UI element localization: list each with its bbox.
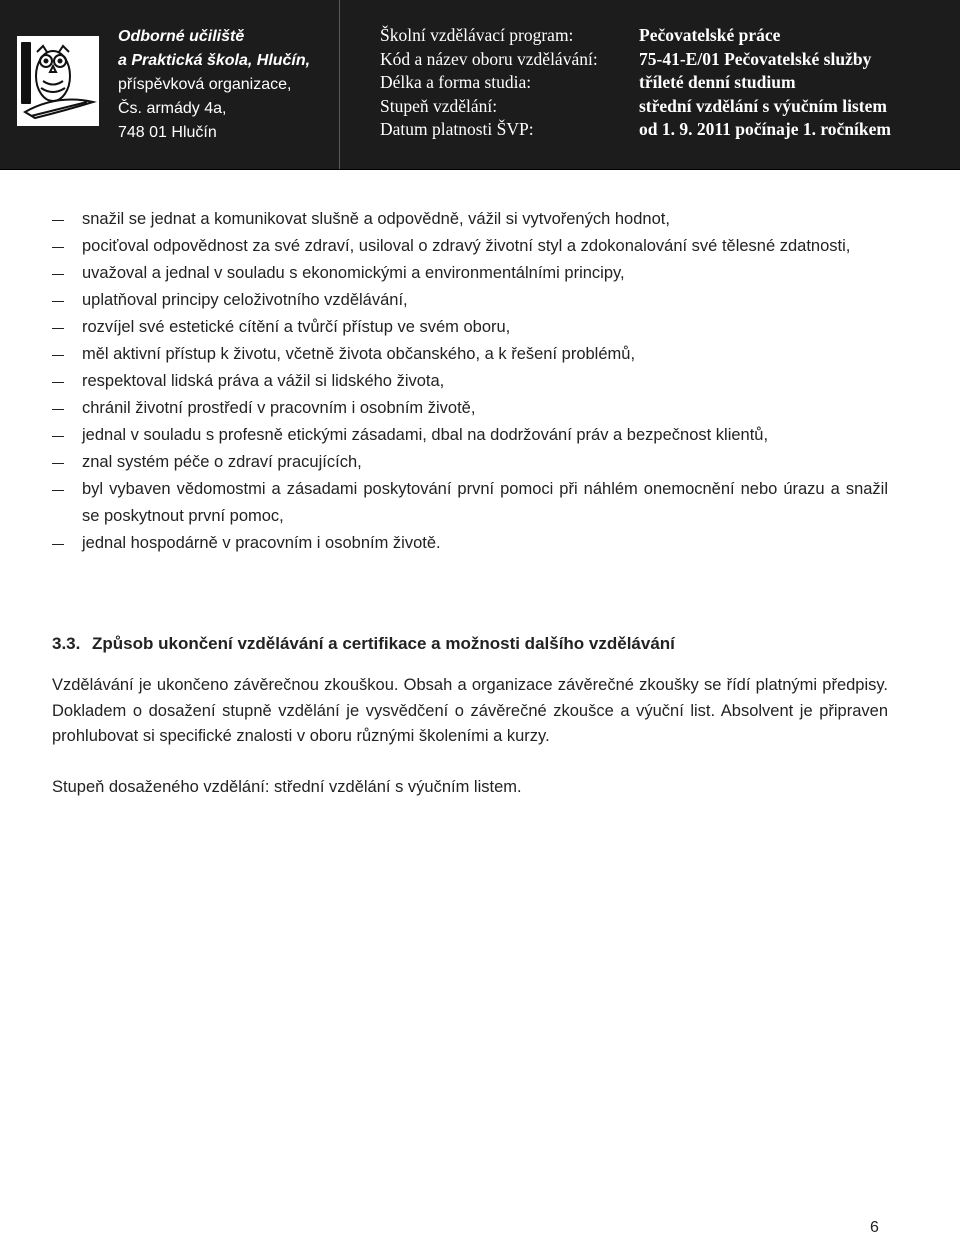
- list-item: [52, 368, 888, 395]
- validity-date-value: od 1. 9. 2011 počínaje 1. ročníkem: [639, 119, 891, 139]
- program-value: Pečovatelské práce: [639, 25, 781, 45]
- list-item-text: jednal hospodárně v pracovním i osobním životě.: [82, 534, 441, 552]
- list-item-text: pociťoval odpovědnost za své zdraví, usiloval o zdravý životní styl a zdokonalování své tělesné zdatnosti,: [82, 237, 851, 255]
- document-header: [0, 0, 960, 170]
- dash-bullet-icon: [52, 409, 64, 410]
- list-item: [52, 260, 888, 287]
- list-item-text: byl vybaven vědomostmi a zásadami poskytování první pomoci při náhlém onemocnění nebo úrazu a snažil se poskytnout první pomoc,: [82, 480, 888, 525]
- owl-icon: [17, 36, 99, 126]
- program-label: Školní vzdělávací program:: [380, 25, 574, 45]
- dash-bullet-icon: [52, 328, 64, 329]
- list-item-text: měl aktivní přístup k životu, včetně života občanského, a k řešení problémů,: [82, 345, 636, 363]
- list-item-text: rozvíjel své estetické cítění a tvůrčí přístup ve svém oboru,: [82, 318, 511, 336]
- list-item-text: snažil se jednat a komunikovat slušně a odpovědně, vážil si vytvořených hodnot,: [82, 210, 670, 228]
- field-code-label: Kód a název oboru vzdělávání:: [380, 48, 598, 69]
- list-item: [52, 341, 888, 368]
- list-item-text: jednal v souladu s profesně etickými zásadami, dbal na dodržování práv a bezpečnost klientů,: [82, 426, 769, 444]
- list-item: [52, 530, 888, 557]
- dash-bullet-icon: [52, 274, 64, 275]
- school-address: [118, 25, 333, 145]
- competence-list: [52, 206, 888, 557]
- school-name-line-1: Odborné učiliště: [118, 28, 245, 45]
- section-title-text: Způsob ukončení vzdělávání a certifikace a možnosti dalšího vzdělávání: [92, 634, 675, 653]
- dash-bullet-icon: [52, 301, 64, 302]
- list-item: [52, 395, 888, 422]
- validity-date-label: Datum platnosti ŠVP:: [380, 119, 534, 139]
- school-street-line: Čs. armády 4a,: [118, 100, 227, 117]
- dash-bullet-icon: [52, 382, 64, 383]
- list-item-text: respektoval lidská práva a vážil si lidského života,: [82, 372, 445, 390]
- school-type-line: příspěvková organizace,: [118, 76, 292, 93]
- list-item-text: chránil životní prostředí v pracovním i osobním životě,: [82, 399, 476, 417]
- dash-bullet-icon: [52, 355, 64, 356]
- list-item: [52, 476, 888, 530]
- list-item: [52, 449, 888, 476]
- section-paragraph: Vzdělávání je ukončeno závěrečnou zkouškou. Obsah a organizace závěrečné zkoušky se řídí platnými předpisy. Dokladem o dosažení stupně vzdělání je vysvědčení o závěrečné zkoušce a výuční list. Absolvent je připraven prohlubovat si specifické znalosti v oboru různými školeními a kurzy.: [52, 676, 888, 745]
- study-length-value: tříleté denní studium: [639, 72, 796, 92]
- list-item: [52, 314, 888, 341]
- section-number: 3.3.: [52, 634, 81, 653]
- education-level-label: Stupeň vzdělání:: [380, 95, 498, 116]
- section-final-line: Stupeň dosaženého vzdělání: střední vzdělání s výučním listem.: [52, 778, 522, 796]
- list-item: [52, 233, 888, 260]
- school-name-line-2: a Praktická škola, Hlučín,: [118, 52, 311, 69]
- list-item: [52, 287, 888, 314]
- page-number: 6: [870, 1219, 879, 1236]
- list-item: [52, 206, 888, 233]
- owl-logo: [17, 36, 99, 126]
- section-heading: [52, 634, 675, 654]
- list-item: [52, 422, 888, 449]
- study-length-label: Délka a forma studia:: [380, 72, 532, 92]
- dash-bullet-icon: [52, 463, 64, 464]
- dash-bullet-icon: [52, 247, 64, 248]
- list-item-text: uvažoval a jednal v souladu s ekonomickými a environmentálními principy,: [82, 264, 625, 282]
- list-item-text: znal systém péče o zdraví pracujících,: [82, 453, 362, 471]
- dash-bullet-icon: [52, 436, 64, 437]
- school-city-line: 748 01 Hlučín: [118, 124, 217, 141]
- list-item-text: uplatňoval principy celoživotního vzdělávání,: [82, 291, 408, 309]
- dash-bullet-icon: [52, 544, 64, 545]
- dash-bullet-icon: [52, 220, 64, 221]
- education-level-value: střední vzdělání s výučním listem: [639, 95, 887, 116]
- dash-bullet-icon: [52, 490, 64, 491]
- field-code-value: 75-41-E/01 Pečovatelské služby: [639, 48, 872, 69]
- header-divider: [339, 0, 340, 169]
